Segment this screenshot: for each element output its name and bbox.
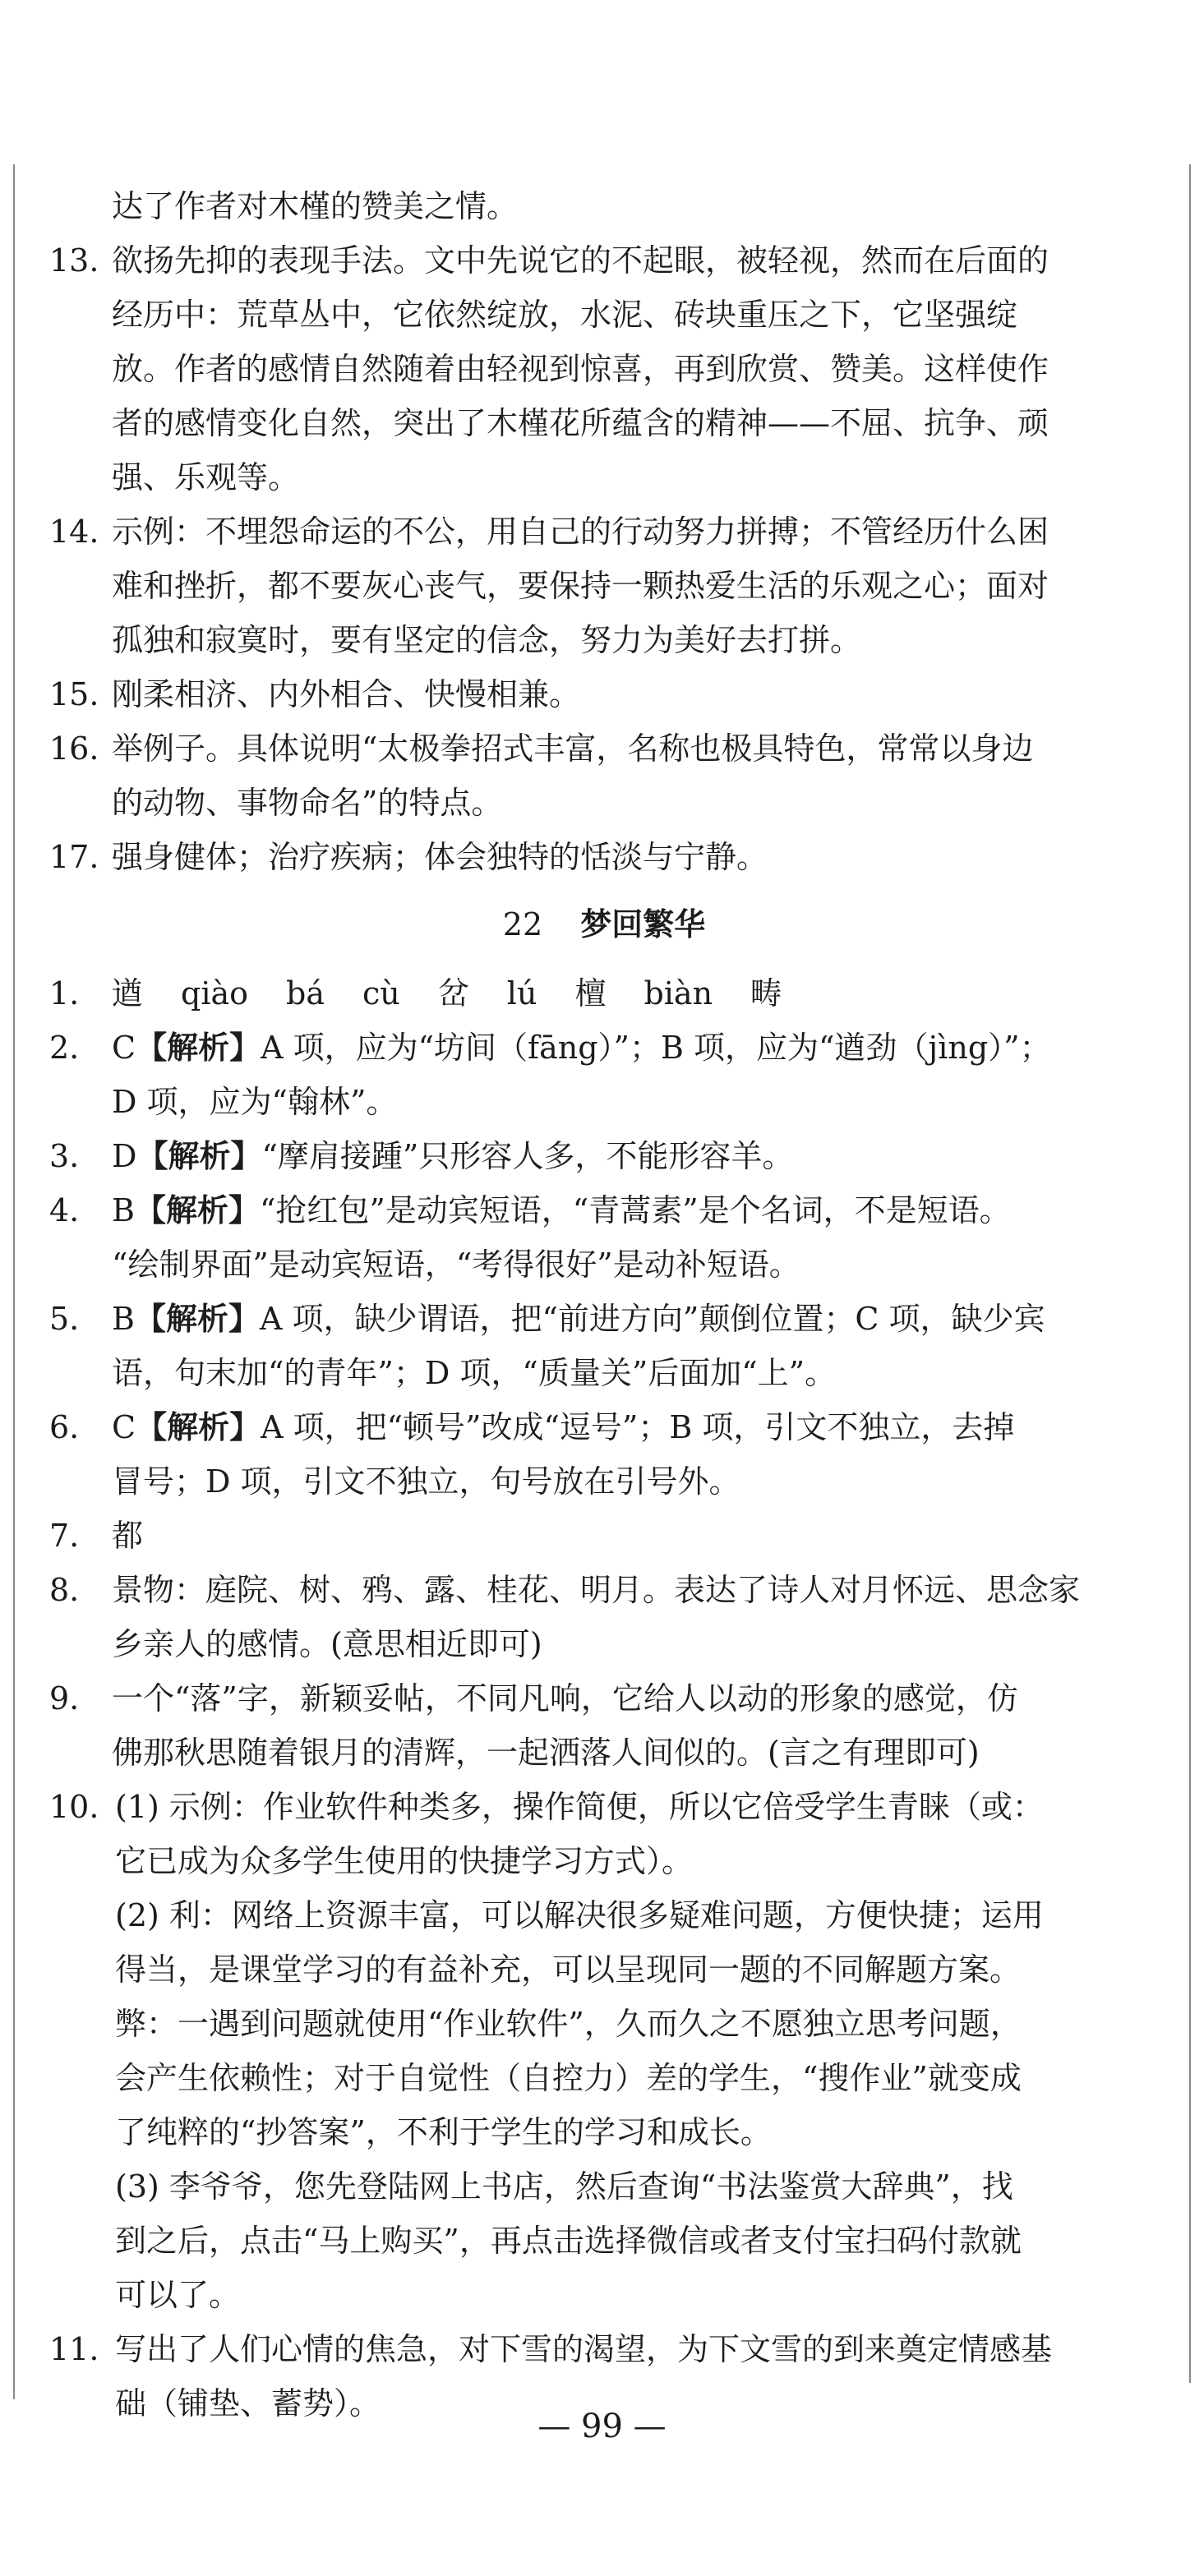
analysis-tag: 【解析】 — [134, 1192, 260, 1228]
item-number: 4. — [49, 1192, 80, 1228]
answer-token: lú — [506, 975, 537, 1012]
choice-answer: B — [112, 1192, 135, 1228]
answer-item-14 — [49, 505, 1159, 667]
item-text: 举例子。具体说明“太极拳招式丰富，名称也极具特色，常常以身边 的动物、事物命名”的特点。 — [112, 730, 1034, 821]
item-text: C【解析】A 项，把“顿号”改成“逗号”；B 项，引文不独立，去掉 冒号；D 项，引文不独立，句号放在引号外。 — [112, 1409, 1015, 1500]
answer-item-16 — [49, 721, 1159, 830]
answer-token: cù — [362, 975, 400, 1012]
item-number: 14. — [49, 514, 99, 550]
choice-answer: B — [112, 1301, 135, 1337]
item-number: 2. — [49, 1030, 80, 1066]
section-number: 22 — [502, 906, 543, 942]
answer-item-1 — [49, 966, 1159, 1021]
answer-item-7 — [49, 1509, 1159, 1563]
answer-token: qiào — [181, 975, 249, 1012]
continued-answer-line: 达了作者对木槿的赞美之情。 — [112, 188, 519, 224]
left-margin-rule — [13, 164, 15, 2399]
answer-token: 畴 — [750, 975, 782, 1012]
item-number: 11. — [49, 2331, 99, 2367]
answer-item-13 — [49, 233, 1159, 505]
analysis-tag: 【解析】 — [134, 1301, 260, 1337]
choice-answer: C — [112, 1409, 136, 1445]
choice-answer: C — [112, 1030, 136, 1066]
item-number: 8. — [49, 1572, 80, 1608]
item-text: 强身健体；治疗疾病；体会独特的恬淡与宁静。 — [112, 839, 768, 875]
item-number: 13. — [49, 242, 99, 279]
analysis-tag: 【解析】 — [136, 1030, 261, 1066]
item-text: (1) 示例：作业软件种类多，操作简便，所以它倍受学生青睐（或： — [115, 1789, 1044, 1825]
item-text: 示例：不埋怨命运的不公，用自己的行动努力拼搏；不管经历什么困 难和挫折，都不要灰心丧气，要保持一颗热爱生活的乐观之心；面对 孤独和寂寞时，要有坚定的信念，努力为美好去打拼。 — [112, 514, 1049, 658]
item-number: 7. — [49, 1518, 80, 1554]
item-number: 5. — [49, 1301, 80, 1337]
item-number: 10. — [49, 1789, 99, 1825]
answer-item-3 — [49, 1129, 1159, 1183]
page-number: — 99 — — [537, 2408, 667, 2445]
answer-item-8 — [49, 1563, 1159, 1671]
item-number: 15. — [49, 676, 99, 712]
pinyin-answers — [112, 966, 1159, 1021]
item-text: 景物：庭院、树、鸦、露、桂花、明月。表达了诗人对月怀远、思念家 乡亲人的感情。(意思相近即可) — [112, 1572, 1081, 1662]
section-heading — [49, 897, 1159, 952]
item-number: 1. — [49, 975, 80, 1012]
item-text: 欲扬先抑的表现手法。文中先说它的不起眼，被轻视，然而在后面的 经历中：荒草丛中，它依然绽放，水泥、砖块重压之下，它坚强绽 放。作者的感情自然随着由轻视到惊喜，再到欣赏、赞美。这样使作 者的感情变化自然，突出了木槿花所蕴含的精神——不屈、抗争、顽 强、乐观等。 — [112, 242, 1049, 495]
item-number: 17. — [49, 839, 99, 875]
answer-token: 岔 — [437, 975, 469, 1012]
section-title: 梦回繁华 — [580, 906, 706, 942]
answer-page — [49, 179, 1159, 2431]
item-number: 6. — [49, 1409, 80, 1445]
answer-item-9 — [49, 1671, 1159, 1780]
item-number: 9. — [49, 1680, 80, 1717]
item-text: 写出了人们心情的焦急，对下雪的渴望，为下文雪的到来奠定情感基 础（铺垫、蓄势）。 — [115, 2331, 1053, 2422]
item-text: 刚柔相济、内外相合、快慢相兼。 — [112, 676, 581, 712]
answer-item-5 — [49, 1292, 1159, 1400]
item-number: 3. — [49, 1138, 80, 1174]
answer-item-10-continued: 它已成为众多学生使用的快捷学习方式）。 (2) 利：网络上资源丰富，可以解决很多疑难问题，方便快捷；运用 得当，是课堂学习的有益补充，可以呈现同一题的不同解题方案。 弊：一遇到问题就使用“作业软件”，久而久之不愿独立思考问题， 会产生依赖性；对于自觉性（自控力）差的学生，“搜作业”就变成 了纯粹的“抄答案”，不利于学生的学习和成长。 (3) 李爷爷，您先登陆网上书店，然后查询“书法鉴赏大辞典”，找 到之后，点击“马上购买”，再点击选择微信或者支付宝扫码付款就 可以了。 — [115, 1843, 1044, 2313]
analysis-tag: 【解析】 — [136, 1138, 262, 1174]
answer-item-6 — [49, 1400, 1159, 1509]
answer-item-17 — [49, 830, 1159, 884]
answer-token: 檀 — [574, 975, 607, 1012]
answer-item-15 — [49, 667, 1159, 721]
answer-item-10 — [49, 1780, 1159, 1834]
answer-item-4 — [49, 1183, 1159, 1292]
answer-item-2 — [49, 1021, 1159, 1129]
answer-token: bá — [286, 975, 325, 1012]
answer-token: biàn — [644, 975, 713, 1012]
choice-answer: D — [112, 1138, 137, 1174]
right-margin-rule — [1189, 164, 1191, 2383]
item-text: B【解析】A 项，缺少谓语，把“前进方向”颠倒位置；C 项，缺少宾 语，句末加“的青年”；D 项，“质量关”后面加“上”。 — [112, 1301, 1045, 1391]
answer-token: 遒 — [112, 975, 144, 1012]
item-text: B【解析】“抢红包”是动宾短语，“青蒿素”是个名词，不是短语。 “绘制界面”是动宾短语，“考得很好”是动补短语。 — [112, 1192, 1011, 1283]
analysis-tag: 【解析】 — [136, 1409, 261, 1445]
item-text: C【解析】A 项，应为“坊间（fāng）”；B 项，应为“遒劲（jìng）”； D 项，应为“翰林”。 — [112, 1030, 1051, 1120]
item-text: 一个“落”字，新颖妥帖，不同凡响，它给人以动的形象的感觉，仿 佛那秋思随着银月的清辉，一起洒落人间似的。(言之有理即可) — [112, 1680, 1018, 1771]
item-number: 16. — [49, 730, 99, 767]
item-text: 都 — [112, 1518, 144, 1554]
item-text: D【解析】“摩肩接踵”只形容人多，不能形容羊。 — [112, 1138, 794, 1174]
